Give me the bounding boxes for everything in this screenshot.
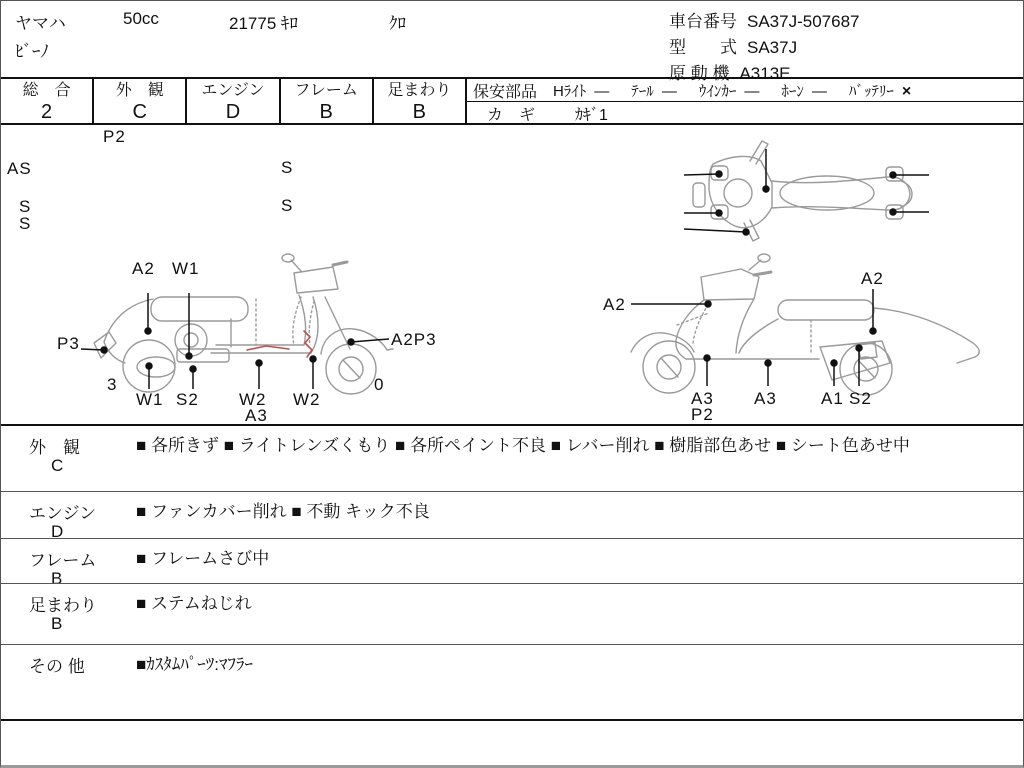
safety-taillight: ﾃｰﾙ —	[631, 82, 677, 100]
detail-comments: ■ ステムねじれ	[136, 594, 252, 613]
detail-row-blank	[1, 719, 1023, 763]
damage-label-top-s-right-top: S	[281, 158, 294, 177]
sheet-header	[1, 1, 1023, 83]
safety-parts-row	[467, 79, 1023, 102]
condition-details-table	[1, 424, 1023, 763]
grade-value: C	[132, 101, 147, 123]
detail-grade: B	[51, 614, 63, 633]
damage-label-right-a3-mid: A3	[754, 389, 777, 408]
detail-grade: B	[51, 569, 63, 588]
mileage: 21775 ｷﾛ	[229, 14, 298, 33]
grade-cell-overall	[1, 79, 94, 123]
damage-label-right-a2-front: A2	[603, 295, 626, 314]
detail-label: エンジン	[29, 504, 97, 523]
grade-cell-engine	[187, 79, 280, 123]
damage-label-right-a3-front: A3	[691, 389, 714, 408]
detail-comments: ■ｶｽﾀﾑﾊﾟｰﾂ:ﾏﾌﾗｰ	[136, 655, 253, 674]
damage-label-top-as: AS	[7, 159, 32, 178]
detail-row-undercarriage	[1, 583, 1023, 644]
engine-code-value: A313E	[739, 64, 791, 83]
maker-name: ヤマハ	[15, 14, 66, 33]
key-value: ｶｷﾞ1	[574, 107, 608, 124]
detail-label: その 他	[29, 657, 85, 676]
model-code-row	[669, 33, 797, 58]
detail-grade: C	[51, 456, 64, 475]
damage-label-left-w2-mid: W2	[239, 390, 267, 409]
model-code-value: SA37J	[747, 38, 798, 57]
body-color: ｸﾛ	[389, 14, 406, 33]
damage-label-right-p2-front: P2	[691, 405, 714, 424]
detail-grade: D	[51, 522, 64, 541]
displacement: 50cc	[123, 9, 159, 28]
damage-label-left-p3: P3	[57, 334, 80, 353]
scooter-top-view-diagram	[649, 131, 949, 246]
damage-label-left-w2-front: W2	[293, 390, 321, 409]
safety-winker: ｳｲﾝｶｰ —	[698, 82, 760, 100]
grade-label: 外 観	[115, 82, 164, 99]
grade-cell-undercarriage	[374, 79, 467, 123]
damage-label-top-s-left-mid: S	[19, 197, 32, 216]
damage-label-left-w1-wheel: W1	[136, 390, 164, 409]
detail-label: 外 観	[29, 438, 80, 457]
grade-label: 総 合	[22, 82, 71, 99]
damage-label-right-s2: S2	[849, 389, 872, 408]
safety-headlight: Hﾗｲﾄ —	[552, 82, 610, 100]
tread-depth-front: 0	[374, 375, 385, 394]
detail-comments: ■ フレームさび中	[136, 549, 270, 568]
grade-value: D	[225, 101, 241, 123]
model-name: ﾋﾞｰﾉ	[15, 42, 49, 61]
damage-label-left-s2: S2	[176, 390, 199, 409]
chassis-label: 車台番号	[669, 12, 737, 31]
grade-value: B	[412, 101, 427, 123]
engine-code-label: 原 動 機	[669, 64, 730, 83]
grade-value: 2	[41, 101, 53, 123]
grade-label: エンジン	[201, 82, 265, 99]
model-code-label: 型 式	[669, 38, 737, 57]
grade-cell-frame	[281, 79, 374, 123]
grade-cell-exterior	[94, 79, 187, 123]
safety-battery: ﾊﾞｯﾃﾘｰ ×	[848, 82, 912, 100]
detail-label: 足まわり	[29, 596, 97, 615]
detail-row-other	[1, 644, 1023, 719]
chassis-number-row	[669, 7, 859, 32]
key-label: カ ギ	[486, 107, 535, 124]
damage-label-left-w1-top: W1	[172, 259, 200, 278]
safety-parts-box	[467, 79, 1023, 123]
damage-label-top-s-right-low: S	[281, 196, 294, 215]
scooter-right-side-diagram	[591, 253, 1011, 413]
grade-label: 足まわり	[387, 82, 452, 99]
damage-label-left-a2: A2	[132, 259, 155, 278]
detail-row-exterior	[1, 424, 1023, 491]
safety-parts-title: 保安部品	[472, 83, 537, 101]
damage-label-top-s-left-low: S	[19, 214, 32, 233]
safety-horn: ﾎｰﾝ —	[781, 82, 827, 100]
detail-comments: ■ ファンカバー削れ ■ 不動 キック不良	[136, 502, 430, 521]
grade-row	[1, 77, 1023, 125]
chassis-value: SA37J-507687	[747, 12, 860, 31]
grade-label: フレーム	[294, 82, 358, 99]
detail-comments: ■ 各所きず ■ ライトレンズくもり ■ 各所ペイント不良 ■ レバー削れ ■ 樹脂部色あせ ■ シート色あせ中	[136, 436, 910, 455]
damage-label-left-a2p3: A2P3	[391, 330, 437, 349]
damage-label-top-p2: P2	[103, 127, 126, 146]
detail-row-frame	[1, 538, 1023, 588]
detail-label: フレーム	[29, 551, 97, 570]
detail-row-engine	[1, 491, 1023, 541]
tread-depth-rear: 3	[107, 375, 118, 394]
damage-label-right-a1: A1	[821, 389, 844, 408]
damage-label-right-a2-rear: A2	[861, 269, 884, 288]
key-row	[467, 102, 1023, 125]
damage-label-left-a3-mid: A3	[245, 406, 268, 425]
battery-x-mark: ×	[901, 82, 912, 100]
grade-value: B	[319, 101, 333, 123]
damage-diagram-area	[1, 125, 1023, 424]
